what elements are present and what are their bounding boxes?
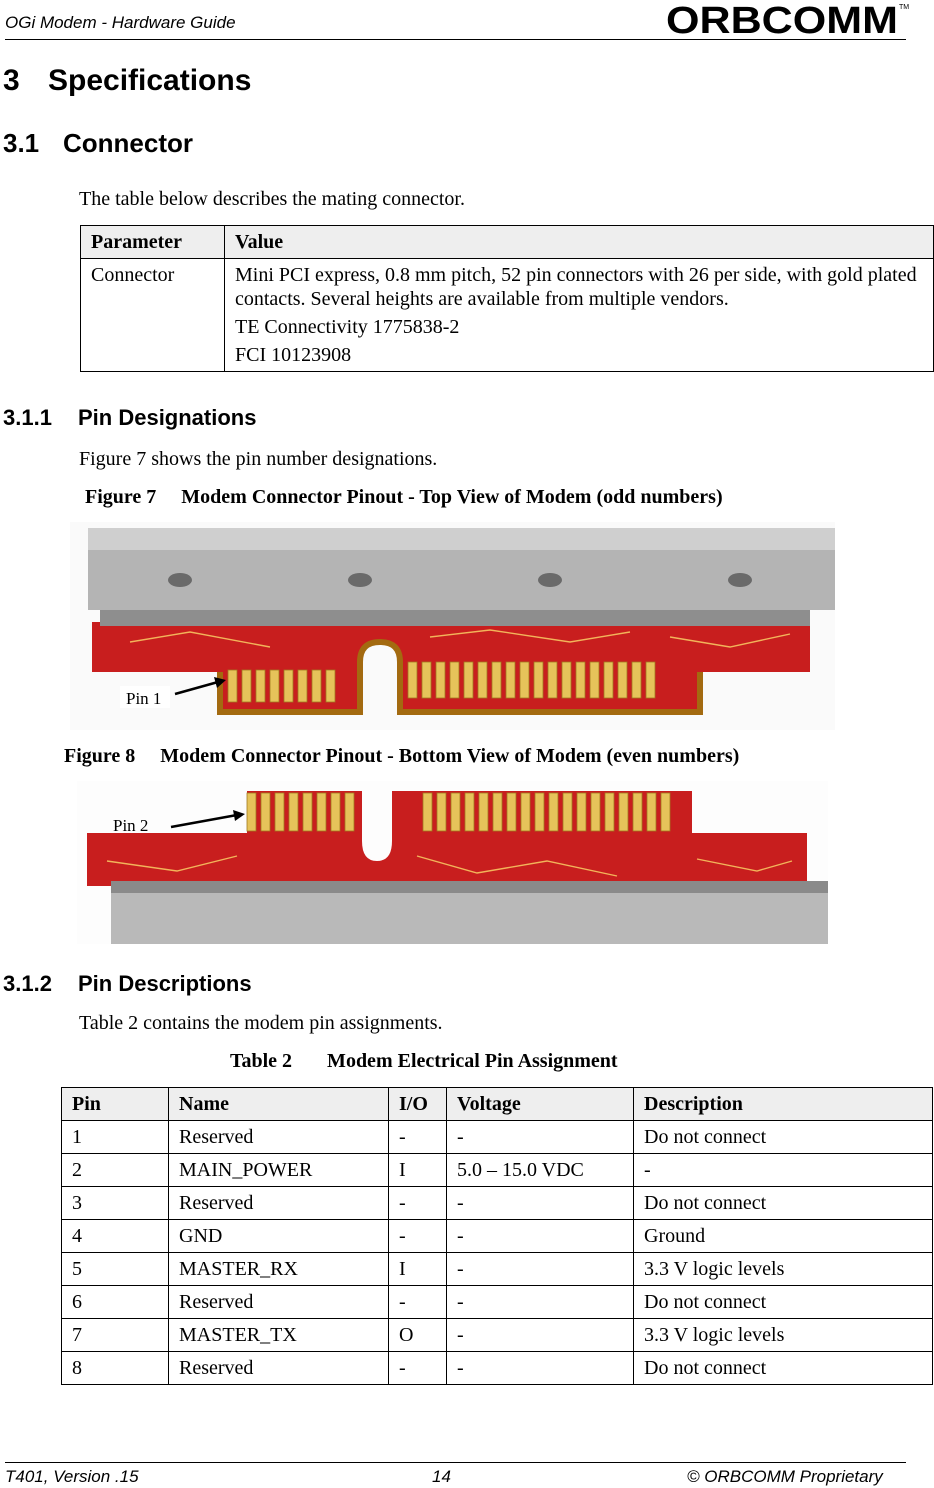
heading-title: Pin Descriptions [78, 971, 252, 996]
pin-designations-text: Figure 7 shows the pin number designations. [79, 448, 438, 470]
pin-assignment-table [61, 1087, 933, 1385]
cell-pin: 4 [62, 1220, 169, 1253]
connector-table-row [81, 259, 934, 372]
cell-voltage: - [447, 1286, 634, 1319]
cell-name: Reserved [169, 1121, 389, 1154]
section-heading [3, 64, 251, 98]
section-number: 3 [3, 64, 20, 97]
pin-designations-heading [3, 405, 256, 431]
cell-pin: 5 [62, 1253, 169, 1286]
cell-voltage: - [447, 1187, 634, 1220]
heading-title: Pin Designations [78, 405, 257, 430]
connector-table-header-row [81, 226, 934, 259]
cell-io: - [389, 1220, 447, 1253]
cell-description: - [634, 1154, 933, 1187]
header-doc-title: OGi Modem - Hardware Guide [5, 13, 236, 32]
cell-voltage: - [447, 1253, 634, 1286]
cell-io: - [389, 1286, 447, 1319]
figure7-caption: Figure 7 Modem Connector Pinout - Top View of Modem (odd numbers) [85, 486, 723, 508]
subsection-title: Connector [63, 128, 193, 158]
footer-page-number: 14 [432, 1467, 451, 1486]
cell-parameter: Connector [81, 259, 225, 372]
cell-description: Ground [634, 1220, 933, 1253]
cell-io: - [389, 1187, 447, 1220]
header-cell-voltage: Voltage [447, 1088, 634, 1121]
footer-copyright: © ORBCOMM Proprietary [687, 1467, 883, 1486]
cell-description: 3.3 V logic levels [634, 1253, 933, 1286]
pin1-label: Pin 1 [126, 689, 162, 708]
cell-voltage: - [447, 1121, 634, 1154]
cell-name: MASTER_RX [169, 1253, 389, 1286]
cell-description: 3.3 V logic levels [634, 1319, 933, 1352]
pin-descriptions-text: Table 2 contains the modem pin assignments. [79, 1012, 443, 1034]
cell-pin: 3 [62, 1187, 169, 1220]
value-line: Mini PCI express, 0.8 mm pitch, 52 pin connectors with 26 per side, with gold plated contacts. Several heights are available from multiple vendors. [235, 264, 917, 310]
logo-wordmark: ORBCOMM [666, 0, 898, 38]
footer-version: T401, Version .15 [5, 1467, 139, 1486]
cell-io: O [389, 1319, 447, 1352]
header-cell-parameter: Parameter [81, 226, 225, 259]
cell-name: MASTER_TX [169, 1319, 389, 1352]
subsection-heading [3, 128, 193, 159]
header-cell-io: I/O [389, 1088, 447, 1121]
header-cell-name: Name [169, 1088, 389, 1121]
cell-name: GND [169, 1220, 389, 1253]
table-row [62, 1352, 933, 1385]
table-row [62, 1187, 933, 1220]
pin-table-header-row [62, 1088, 933, 1121]
subsection-number: 3.1 [3, 128, 40, 158]
cell-description: Do not connect [634, 1187, 933, 1220]
pin2-label: Pin 2 [113, 816, 149, 835]
value-line: FCI 10123908 [235, 344, 352, 366]
pin2-arrow [171, 815, 237, 827]
table-row [62, 1220, 933, 1253]
cell-name: Reserved [169, 1187, 389, 1220]
cell-pin: 1 [62, 1121, 169, 1154]
cell-io: I [389, 1253, 447, 1286]
pin1-arrow [175, 682, 218, 694]
logo-trademark: TM [899, 4, 910, 11]
cell-description: Do not connect [634, 1121, 933, 1154]
footer-rule [5, 1462, 906, 1463]
table-row [62, 1319, 933, 1352]
header-rule [5, 39, 906, 40]
pcb-board [87, 791, 807, 886]
connector-table [80, 225, 934, 372]
figure8-caption: Figure 8 Modem Connector Pinout - Bottom View of Modem (even numbers) [64, 745, 740, 767]
heading-number: 3.1.2 [3, 971, 52, 996]
header-cell-pin: Pin [62, 1088, 169, 1121]
header-cell-value: Value [225, 226, 934, 259]
cell-pin: 8 [62, 1352, 169, 1385]
table2-caption: Table 2 Modem Electrical Pin Assignment [230, 1050, 618, 1072]
table-row [62, 1154, 933, 1187]
value-line: TE Connectivity 1775838-2 [235, 316, 460, 338]
table-row [62, 1253, 933, 1286]
cell-description: Do not connect [634, 1286, 933, 1319]
cell-pin: 7 [62, 1319, 169, 1352]
intro-paragraph: The table below describes the mating connector. [79, 188, 465, 210]
cell-description: Do not connect [634, 1352, 933, 1385]
cell-voltage: - [447, 1319, 634, 1352]
cell-io: I [389, 1154, 447, 1187]
cell-io: - [389, 1352, 447, 1385]
table-row [62, 1121, 933, 1154]
cell-voltage: - [447, 1352, 634, 1385]
cell-name: MAIN_POWER [169, 1154, 389, 1187]
figure8-photo [77, 781, 828, 944]
header-cell-description: Description [634, 1088, 933, 1121]
cell-io: - [389, 1121, 447, 1154]
section-title: Specifications [48, 64, 252, 97]
cell-name: Reserved [169, 1286, 389, 1319]
cell-pin: 2 [62, 1154, 169, 1187]
orbcomm-logo [666, 0, 910, 38]
cell-value [225, 259, 934, 372]
figure7-photo [70, 522, 835, 730]
cell-voltage: 5.0 – 15.0 VDC [447, 1154, 634, 1187]
heading-number: 3.1.1 [3, 405, 52, 430]
cell-voltage: - [447, 1220, 634, 1253]
table-row [62, 1286, 933, 1319]
pin-descriptions-heading [3, 971, 252, 997]
cell-pin: 6 [62, 1286, 169, 1319]
cell-name: Reserved [169, 1352, 389, 1385]
